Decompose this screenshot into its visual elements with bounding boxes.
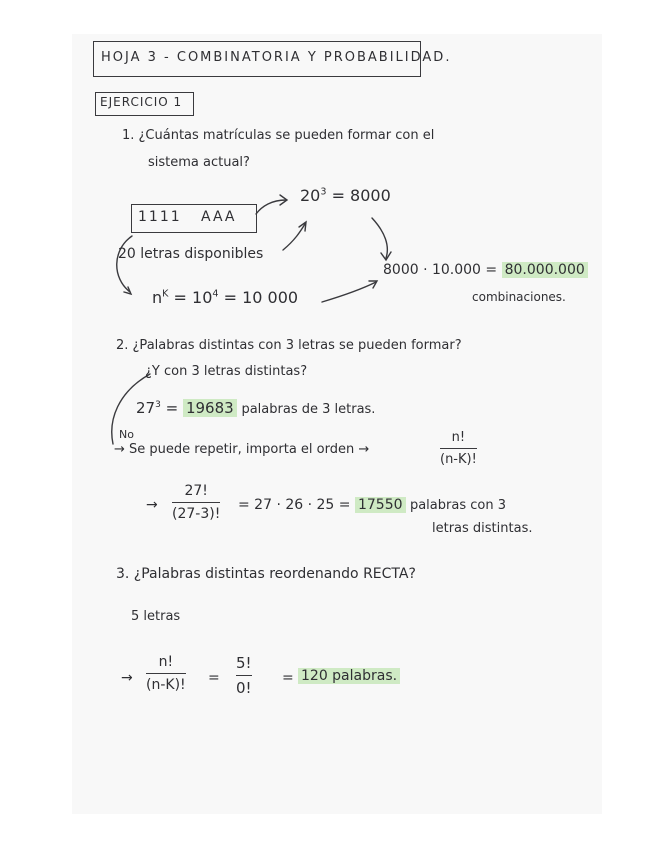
calc-tail-a: palabras con 3 <box>409 498 506 513</box>
ex2-question-line1: 2. ¿Palabras distintas con 3 letras se pueden formar? <box>116 338 462 353</box>
ex3-result: 120 palabras. <box>298 668 400 684</box>
ex2-formula <box>440 430 477 467</box>
nk-exp2: 4 <box>212 288 219 300</box>
ex3-question: 3. ¿Palabras distintas reordenando RECTA? <box>116 566 416 582</box>
ex2-question-line2: ¿Y con 3 letras distintas? <box>145 364 308 379</box>
note-no: No <box>119 428 134 441</box>
arrow-power-to-product <box>372 218 387 258</box>
ex3-values-numerator: 5! <box>236 654 252 672</box>
nk-value: = 10 000 <box>223 288 299 307</box>
arrow-letters-to-power <box>283 224 305 250</box>
letters-power-value: = 8000 <box>331 186 391 205</box>
plate-text: 1111 AAA <box>138 209 237 225</box>
ex3-formula-numerator: n! <box>158 654 174 670</box>
product-expr: 8000 · 10.000 = <box>383 262 498 278</box>
ex2-calc-fraction <box>172 483 220 522</box>
ex2-power-line <box>136 399 375 417</box>
letters-available: 20 letras disponibles <box>118 246 264 262</box>
nk-base: n <box>152 288 163 307</box>
ex3-formula <box>146 654 186 693</box>
ex3-letters: 5 letras <box>131 609 181 624</box>
pow-exp: 3 <box>155 400 161 410</box>
calc-tail-b: letras distintas. <box>432 521 533 536</box>
ex3-values <box>236 654 252 697</box>
ex3-arrow: → <box>121 670 133 686</box>
formula-numerator: n! <box>451 430 466 445</box>
arrow-nk-to-product <box>322 282 376 302</box>
ex1-question-line1: 1. ¿Cuántas matrículas se pueden formar con el <box>122 128 435 143</box>
calc-result: 17550 <box>355 497 406 513</box>
ex3-formula-denominator: (n-K)! <box>146 677 186 693</box>
ex2-rule: → Se puede repetir, importa el orden → <box>114 442 370 457</box>
calc-denominator: (27-3)! <box>172 506 221 522</box>
pow-tail: palabras de 3 letras. <box>241 402 376 417</box>
arrow-plate-to-power <box>256 200 286 214</box>
ex1-combinations: combinaciones. <box>472 290 566 304</box>
ex3-eq2: = <box>282 670 294 686</box>
ex3-eq1: = <box>208 670 220 686</box>
ex2-calc-line <box>238 497 506 513</box>
nk-exp: K <box>162 288 169 300</box>
nk-eq: = 10 <box>173 288 213 307</box>
product-result: 80.000.000 <box>502 262 588 278</box>
ex1-question-line2: sistema actual? <box>148 155 250 170</box>
ex3-result-line <box>298 668 400 684</box>
letters-power-exp: 3 <box>320 186 327 198</box>
arrow-plate-to-nk <box>117 236 132 292</box>
pow-base: 27 <box>136 399 156 417</box>
calc-expr: = 27 · 26 · 25 = <box>238 497 351 513</box>
ex1-product <box>383 262 588 278</box>
page-title: HOJA 3 - COMBINATORIA Y PROBABILIDAD. <box>101 50 452 65</box>
calc-arrow: → <box>146 497 158 513</box>
letters-power <box>300 186 391 205</box>
nk-formula <box>152 288 298 307</box>
calc-numerator: 27! <box>184 483 208 499</box>
ex3-values-denominator: 0! <box>236 679 252 697</box>
pow-result: 19683 <box>183 399 237 417</box>
section-label: EJERCICIO 1 <box>100 95 183 109</box>
pow-eq: = <box>165 399 179 417</box>
formula-denominator: (n-K)! <box>440 452 477 467</box>
letters-power-base: 20 <box>300 186 321 205</box>
